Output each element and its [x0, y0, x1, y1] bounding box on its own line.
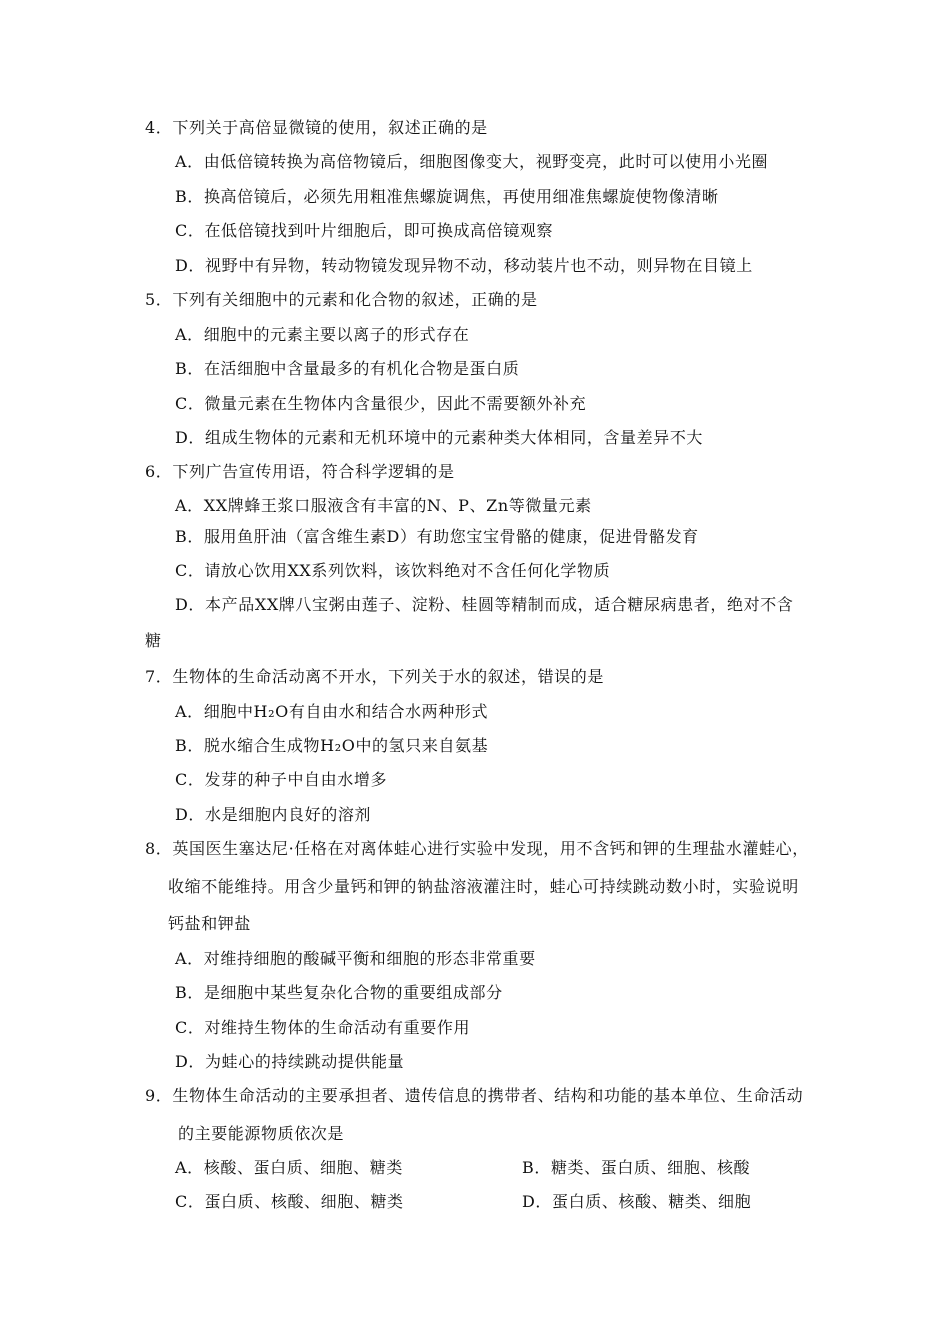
option-d: D．为蛙心的持续跳动提供能量 [175, 1052, 405, 1071]
option-a: A．由低倍镜转换为高倍物镜后，细胞图像变大，视野变亮，此时可以使用小光圈 [175, 152, 769, 171]
option-d-continuation: 糖 [145, 631, 162, 650]
option-a: A．XX牌蜂王浆口服液含有丰富的N、P、Zn等微量元素 [175, 496, 592, 515]
option-d: D．视野中有异物，转动物镜发现异物不动，移动装片也不动，则异物在目镜上 [175, 256, 753, 275]
option-d: D．水是细胞内良好的溶剂 [175, 805, 372, 824]
option-a: A．细胞中H₂O有自由水和结合水两种形式 [175, 702, 489, 721]
option-d: D．本产品XX牌八宝粥由莲子、淀粉、桂圆等精制而成，适合糖尿病患者，绝对不含 [175, 595, 794, 614]
option-c: C．微量元素在生物体内含量很少，因此不需要额外补充 [175, 394, 587, 413]
option-a: A．核酸、蛋白质、细胞、糖类 [175, 1158, 403, 1177]
option-a: A．对维持细胞的酸碱平衡和细胞的形态非常重要 [175, 949, 536, 968]
question-stem: 7．生物体的生命活动离不开水，下列关于水的叙述，错误的是 [145, 667, 604, 686]
option-b: B．在活细胞中含量最多的有机化合物是蛋白质 [175, 359, 520, 378]
question-stem: 9．生物体生命活动的主要承担者、遗传信息的携带者、结构和功能的基本单位、生命活动 [145, 1086, 804, 1105]
question-stem: 6．下列广告宣传用语，符合科学逻辑的是 [145, 462, 455, 481]
option-c: C．发芽的种子中自由水增多 [175, 770, 388, 789]
option-b: B．是细胞中某些复杂化合物的重要组成部分 [175, 983, 503, 1002]
option-b: B．换高倍镜后，必须先用粗准焦螺旋调焦，再使用细准焦螺旋使物像清晰 [175, 187, 719, 206]
option-c: C．在低倍镜找到叶片细胞后，即可换成高倍镜观察 [175, 221, 554, 240]
option-b: B．服用鱼肝油（富含维生素D）有助您宝宝骨骼的健康，促进骨骼发育 [175, 527, 699, 546]
option-c: C．蛋白质、核酸、细胞、糖类 [175, 1192, 404, 1211]
option-d: D．组成生物体的元素和无机环境中的元素种类大体相同，含量差异不大 [175, 428, 704, 447]
option-c: C．对维持生物体的生命活动有重要作用 [175, 1018, 471, 1037]
option-c: C．请放心饮用XX系列饮料，该饮料绝对不含任何化学物质 [175, 561, 611, 580]
question-stem-line: 收缩不能维持。用含少量钙和钾的钠盐溶液灌注时，蛙心可持续跳动数小时，实验说明 [168, 877, 799, 896]
option-b: B．糖类、蛋白质、细胞、核酸 [522, 1158, 751, 1177]
option-d: D．蛋白质、核酸、糖类、细胞 [522, 1192, 752, 1211]
question-stem: 5．下列有关细胞中的元素和化合物的叙述，正确的是 [145, 290, 538, 309]
question-stem-line: 的主要能源物质依次是 [178, 1124, 345, 1143]
option-b: B．脱水缩合生成物H₂O中的氢只来自氨基 [175, 736, 489, 755]
question-stem: 8．英国医生塞达尼·任格在对离体蛙心进行实验中发现，用不含钙和钾的生理盐水灌蛙心， [145, 839, 809, 858]
option-a: A．细胞中的元素主要以离子的形式存在 [175, 325, 470, 344]
question-stem: 4．下列关于高倍显微镜的使用，叙述正确的是 [145, 118, 488, 137]
question-stem-line: 钙盐和钾盐 [168, 914, 252, 933]
